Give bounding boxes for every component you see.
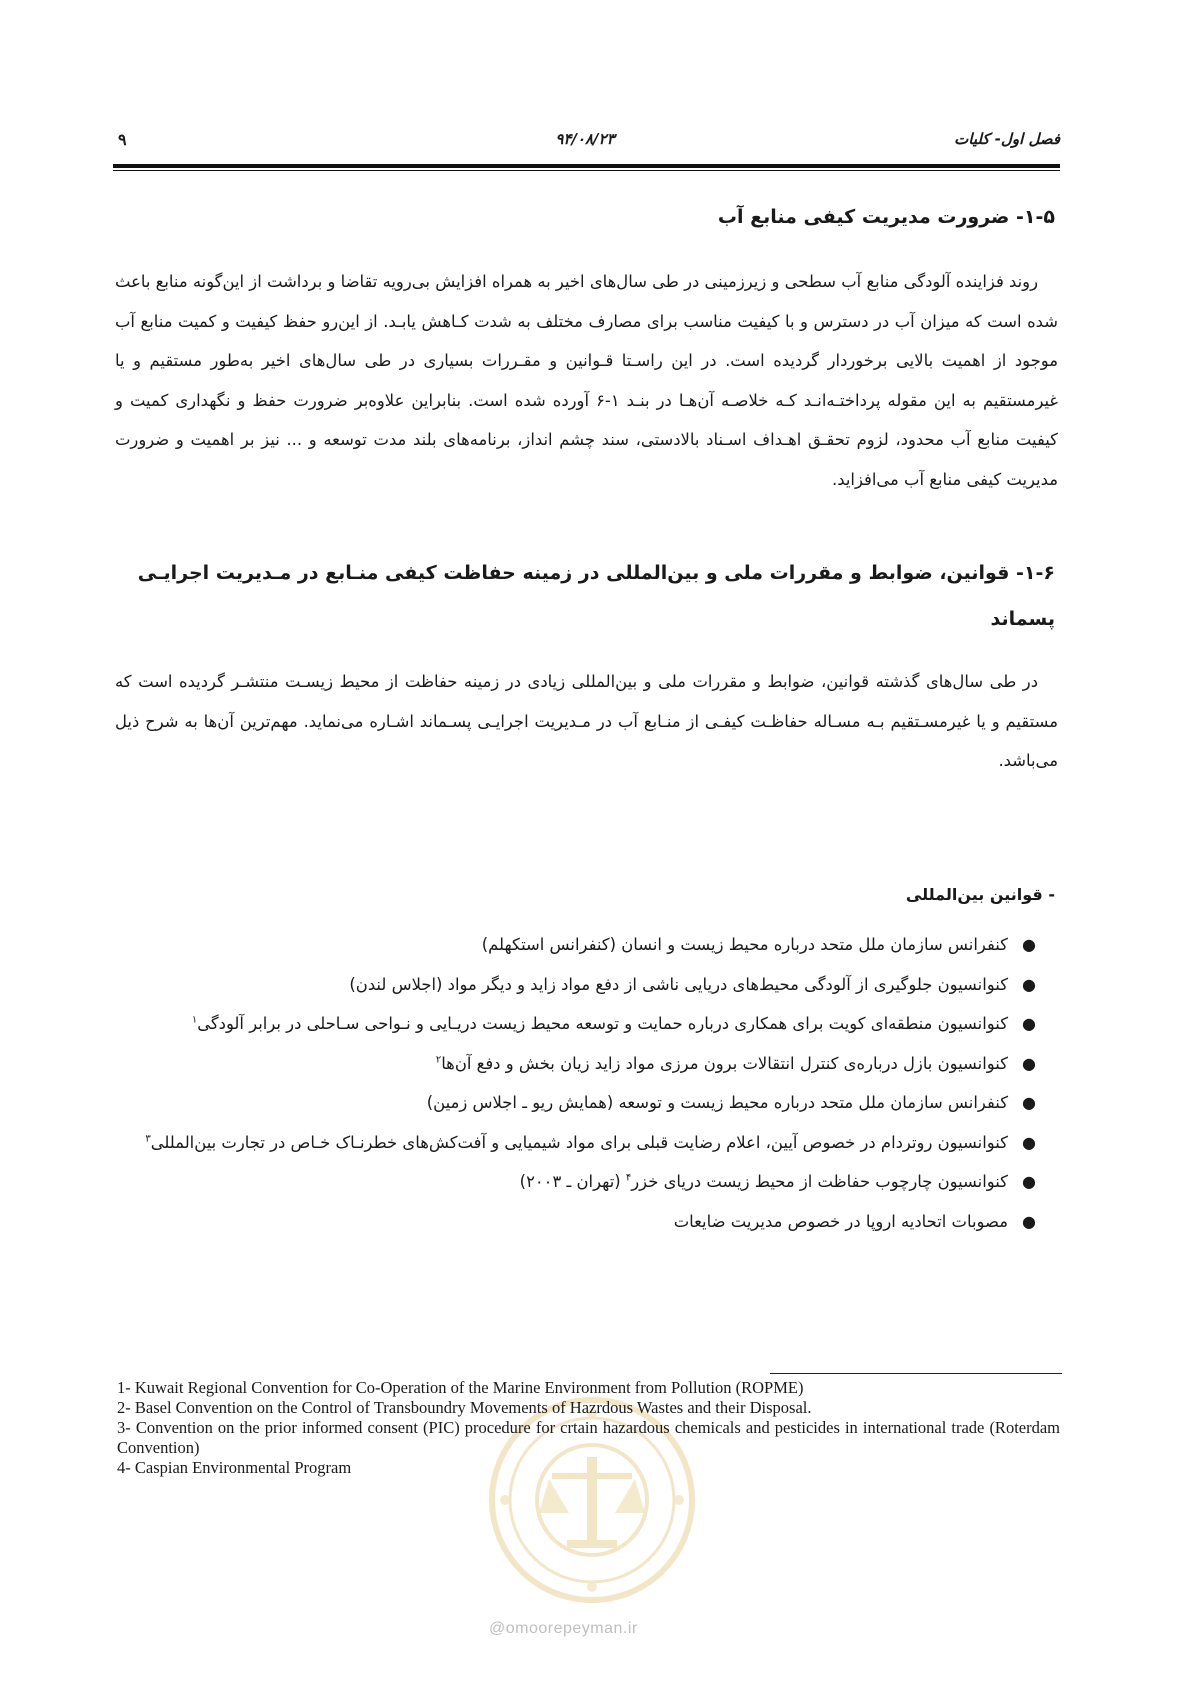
paragraph: در طی سال‌های گذشته قوانین، ضوابط و مقررات ملی و بین‌المللی زیادی در زمینه حفاظت از محیط زیسـت منتشـر گردیده است که مستقیم و یا غیرمسـتقیم بـه مسـاله حفاظـت کیفـی از منـابع آب در مـدیریت اجرایـی پسـماند اشـاره می‌نماید. مهم‌ترین آن‌ها به شرح ذیل می‌باشد.: [115, 672, 1058, 770]
bullet-icon: ●: [1022, 974, 1036, 994]
list-item: [115, 1004, 1058, 1044]
bullet-icon: ●: [1022, 1053, 1036, 1073]
list-item-tail: (تهران ـ ۲۰۰۳): [519, 1172, 626, 1191]
header-date: ۹۴/۰۸/۲۳: [555, 130, 615, 148]
footnote-ref: ۱: [191, 1014, 198, 1026]
list-item: [115, 1202, 1058, 1242]
section-heading-1-6: ۱-۶- قوانین، ضوابط و مقررات ملی و بین‌المللی در زمینه حفاظت کیفی منـابع در مـدیریت اجرایـی: [137, 562, 1055, 584]
watermark-text: @omoorepeyman.ir: [489, 1620, 638, 1637]
section-1-6-body: [115, 662, 1058, 781]
header-rule-thin: [113, 170, 1060, 171]
list-item-text: کنفرانس سازمان ملل متحد درباره محیط زیست و توسعه (همایش ریو ـ اجلاس زمین): [426, 1093, 1008, 1112]
footnote-2: 2- Basel Convention on the Control of Transboundry Movements of Hazrdous Wastes and their Disposal.: [117, 1398, 812, 1417]
footnote-ref: ۳: [145, 1133, 151, 1145]
paragraph: روند فزاینده آلودگی منابع آب سطحی و زیرزمینی در طی سال‌های اخیر به همراه افزایش بی‌رویه تقاضا و برداشت از این‌گونه منابع باعث شده است که میزان آب در دسترس و با کیفیت مناسب برای مصارف مختلف به شدت کـاهش یابـد. از این‌رو حفظ کیفیت و کمیت منابع آب موجود از اهمیت بالایی برخوردار گردیده است. در این راسـتا قـوانین و مقـررات بسیاری در طی سال‌های اخیر به‌طور مستقیم و یا غیرمستقیم به این مقوله پرداختـه‌انـد کـه خلاصـه آن‌هـا در بنـد ۱-۶ آورده شده است. بنابراین علاوه‌بر ضرورت حفظ و نگهداری کمیت و کیفیت منابع آب محدود، لزوم تحقـق اهـداف اسـناد بالادستی، سند چشم انداز، برنامه‌های بلند مدت توسعه و ... نیز بر اهمیت و ضرورت مدیریت کیفی منابع آب می‌افزاید.: [115, 272, 1058, 489]
subheading-international: - قوانین بین‌المللی: [905, 885, 1055, 904]
list-item-text: کنوانسیون بازل درباره‌ی کنترل انتقالات برون مرزی مواد زاید زیان بخش و دفع آن‌ها: [441, 1053, 1008, 1073]
bullet-icon: ●: [1022, 1132, 1036, 1152]
list-item-text: کنوانسیون چارچوب حفاظت از محیط زیست دریای خزر: [631, 1172, 1008, 1191]
bullet-icon: ●: [1022, 1172, 1036, 1191]
list-item-text: کنوانسیون جلوگیری از آلودگی محیط‌های دریایی ناشی از دفع مواد زاید و دیگر مواد (اجلاس لندن): [349, 974, 1008, 994]
list-item: [115, 1044, 1058, 1084]
page-number: ۹: [118, 130, 127, 149]
bullet-icon: ●: [1022, 1014, 1036, 1033]
chapter-title: فصل اول- کلیات: [954, 130, 1060, 148]
page-header: [110, 126, 1060, 156]
bullet-icon: ●: [1022, 1211, 1036, 1231]
section-1-5-body: [115, 262, 1058, 499]
header-rule: [113, 164, 1060, 168]
list-item-text: کنفرانس سازمان ملل متحد درباره محیط زیست و انسان (کنفرانس استکهلم): [481, 935, 1008, 954]
list-item: [115, 1162, 1058, 1202]
section-heading-1-5: ۱-۵- ضرورت مدیریت کیفی منابع آب: [717, 206, 1055, 228]
footnote-1: 1- Kuwait Regional Convention for Co-Operation of the Marine Environment from Pollution (ROPME): [117, 1378, 804, 1397]
list-item: [115, 1123, 1058, 1163]
list-item-text: کنوانسیون روتردام در خصوص آیین، اعلام رضایت قبلی برای مواد شیمیایی و آفت‌کش‌های خطرنـاک خـاص در تجارت بین‌المللی: [150, 1132, 1008, 1152]
bullet-icon: ●: [1022, 935, 1036, 954]
footnote-4: 4- Caspian Environmental Program: [117, 1458, 352, 1477]
footnote-separator: [770, 1373, 1062, 1374]
footnote-ref: ۲: [435, 1054, 442, 1066]
list-item: [115, 1083, 1058, 1123]
international-laws-list: [115, 925, 1058, 1241]
footnote-ref: ۴: [625, 1172, 632, 1184]
list-item: [115, 965, 1058, 1005]
footnote-3: 3- Convention on the prior informed consent (PIC) procedure for crtain hazardous chemicals and pesticides in international trade (Roterdam Convention): [117, 1418, 1060, 1457]
list-item: [115, 925, 1058, 965]
list-item-text: مصوبات اتحادیه اروپا در خصوص مدیریت ضایعات: [673, 1211, 1008, 1231]
section-heading-1-6-cont: پسماند: [990, 608, 1055, 630]
list-item-text: کنوانسیون منطقه‌ای کویت برای همکاری درباره حمایت و توسعه محیط زیست دریـایی و نـواحی سـاحلی در برابر آلودگی: [197, 1014, 1008, 1033]
bullet-icon: ●: [1022, 1093, 1036, 1112]
footnotes: [117, 1378, 1060, 1478]
